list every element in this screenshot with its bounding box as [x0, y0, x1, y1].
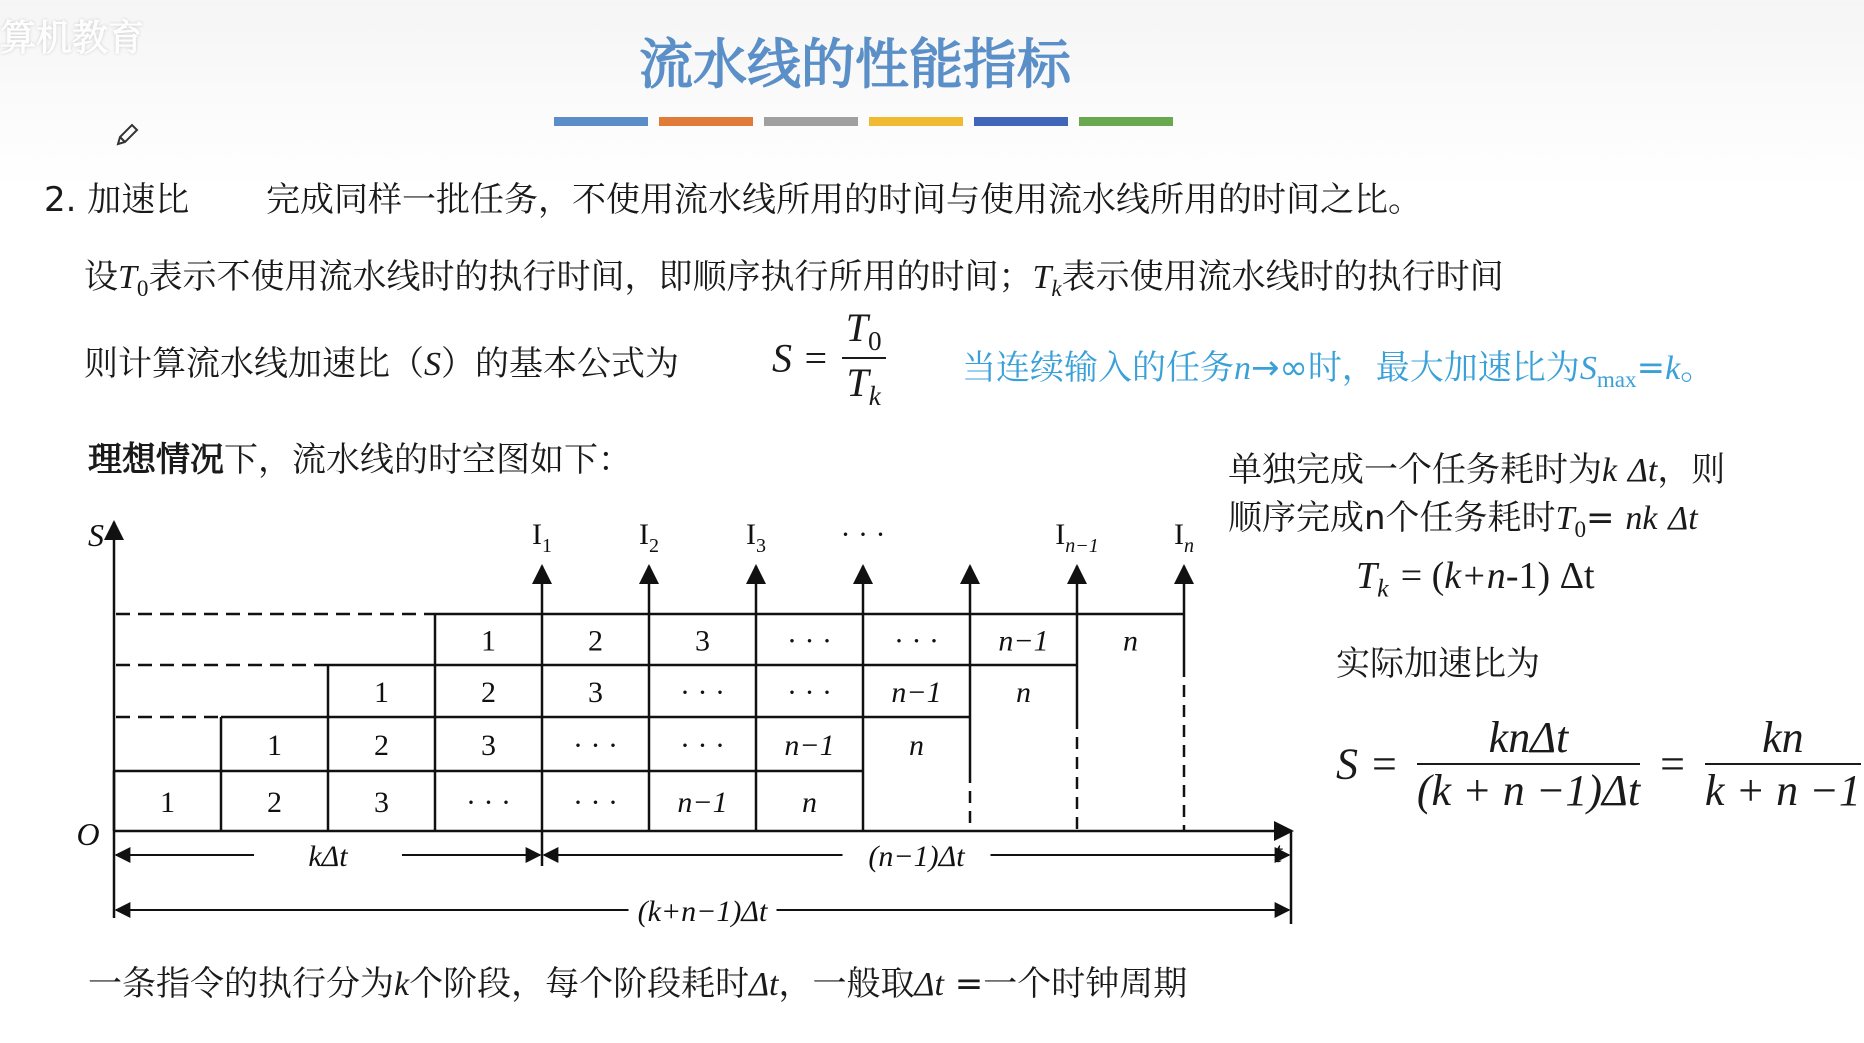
task-cell-label: n [1016, 676, 1031, 709]
task-cell-label: 1 [374, 676, 389, 709]
task-cell-label: · · · [573, 729, 618, 762]
definition-line: 设$T_0$表示不使用流水线时的执行时间，即顺序执行所用的时间；$T_k$表示使用流水线时的执行时间 [84, 257, 1504, 302]
pencil-icon[interactable] [114, 122, 140, 148]
title-color-bar [974, 117, 1068, 126]
title-color-bar [869, 117, 963, 126]
title-color-bar [1079, 117, 1173, 126]
task-cell-label: · · · [680, 676, 725, 709]
formula-numerator: $T_0$ [842, 304, 886, 359]
diagram-dimensions [116, 831, 1291, 929]
basic-formula: S = $\frac{T_0}{T_k}$ [772, 304, 886, 412]
task-cell-label: n−1 [998, 624, 1049, 658]
task-cell-label: n−1 [784, 729, 835, 762]
output-label: $I_2$ [639, 518, 659, 557]
output-label: $I_n$ [1174, 518, 1194, 557]
total-time-label: (k+n−1)Δt [637, 895, 768, 928]
origin-label: O [76, 816, 100, 852]
task-cell-label: 1 [267, 729, 282, 762]
task-cell-label: 2 [481, 676, 496, 709]
section-heading [44, 172, 189, 221]
task-cell-label: n [802, 786, 817, 819]
footer-note: 一条指令的执行分为k个阶段，每个阶段耗时Δt，一般取Δt =一个时钟周期 [88, 964, 1188, 1004]
ideal-case-line: 理想情况下，流水线的时空图如下： [88, 440, 632, 480]
task-cell-label: · · · [680, 729, 725, 762]
task-cell-label: n [1123, 624, 1138, 658]
task-cell-label: · · · [787, 676, 832, 709]
actual-speedup-formula: S = $\frac{\text{knΔt}}{(k + n -1)\Delta t}$ = $\frac{kn}{k + n -1}$ [1336, 713, 1861, 815]
task-cell-label: 2 [588, 624, 603, 658]
single-task-time: 单独完成一个任务耗时为k Δt，则 [1228, 450, 1726, 490]
t-axis-label: t [1273, 836, 1283, 869]
task-cell-label: 1 [481, 624, 496, 658]
task-cell-label: · · · [466, 786, 511, 819]
watermark: 算机教育 [0, 18, 145, 59]
title-color-bar [554, 117, 648, 126]
pipeline-space-time-diagram [60, 500, 1320, 940]
max-speedup-note: 当连续输入的任务n→∞时，最大加速比为$S_{max}=k$。 [962, 348, 1715, 393]
output-label: $I_{n-1}$ [1055, 518, 1099, 557]
task-cell-label: 1 [160, 786, 175, 819]
task-cell-label: 3 [481, 729, 496, 762]
section-name: 加速比 [87, 180, 190, 220]
pipeline-time-formula: $T_k = (k+n-1)$ Δt [1356, 555, 1595, 603]
title-color-bar [764, 117, 858, 126]
actual-speedup-label: 实际加速比为 [1336, 644, 1540, 684]
diagram-outputs [532, 518, 1194, 614]
y-axis-label: S [88, 517, 104, 553]
n-dt-label: (n−1)Δt [868, 840, 965, 873]
k-dt-label: kΔt [308, 840, 348, 873]
task-cell-label: n−1 [891, 676, 942, 709]
task-cell-label: 3 [374, 786, 389, 819]
output-label: $I_1$ [532, 518, 552, 557]
sequential-time: 顺序完成n个任务耗时$T_0=$ nk Δt [1228, 498, 1698, 543]
output-label: · · · [840, 518, 886, 551]
task-cell-label: · · · [573, 786, 618, 819]
formula-intro: 则计算流水线加速比（S）的基本公式为 [84, 344, 679, 384]
task-cell-label: n−1 [677, 786, 728, 819]
task-cell-label: n [909, 729, 924, 762]
task-cell-label: · · · [894, 624, 939, 658]
task-cell-label: 3 [695, 624, 710, 658]
title-color-bar [659, 117, 753, 126]
section-definition: 完成同样一批任务，不使用流水线所用的时间与使用流水线所用的时间之比。 [266, 180, 1422, 220]
output-label: $I_3$ [746, 518, 766, 557]
task-cell-label: 3 [588, 676, 603, 709]
slide-title: 流水线的性能指标 [639, 33, 1071, 96]
section-number: 2. [44, 180, 77, 220]
formula-denominator: $T_k$ [846, 360, 881, 411]
task-cell-label: 2 [267, 786, 282, 819]
task-cell-label: 2 [374, 729, 389, 762]
task-cell-label: · · · [787, 624, 832, 658]
